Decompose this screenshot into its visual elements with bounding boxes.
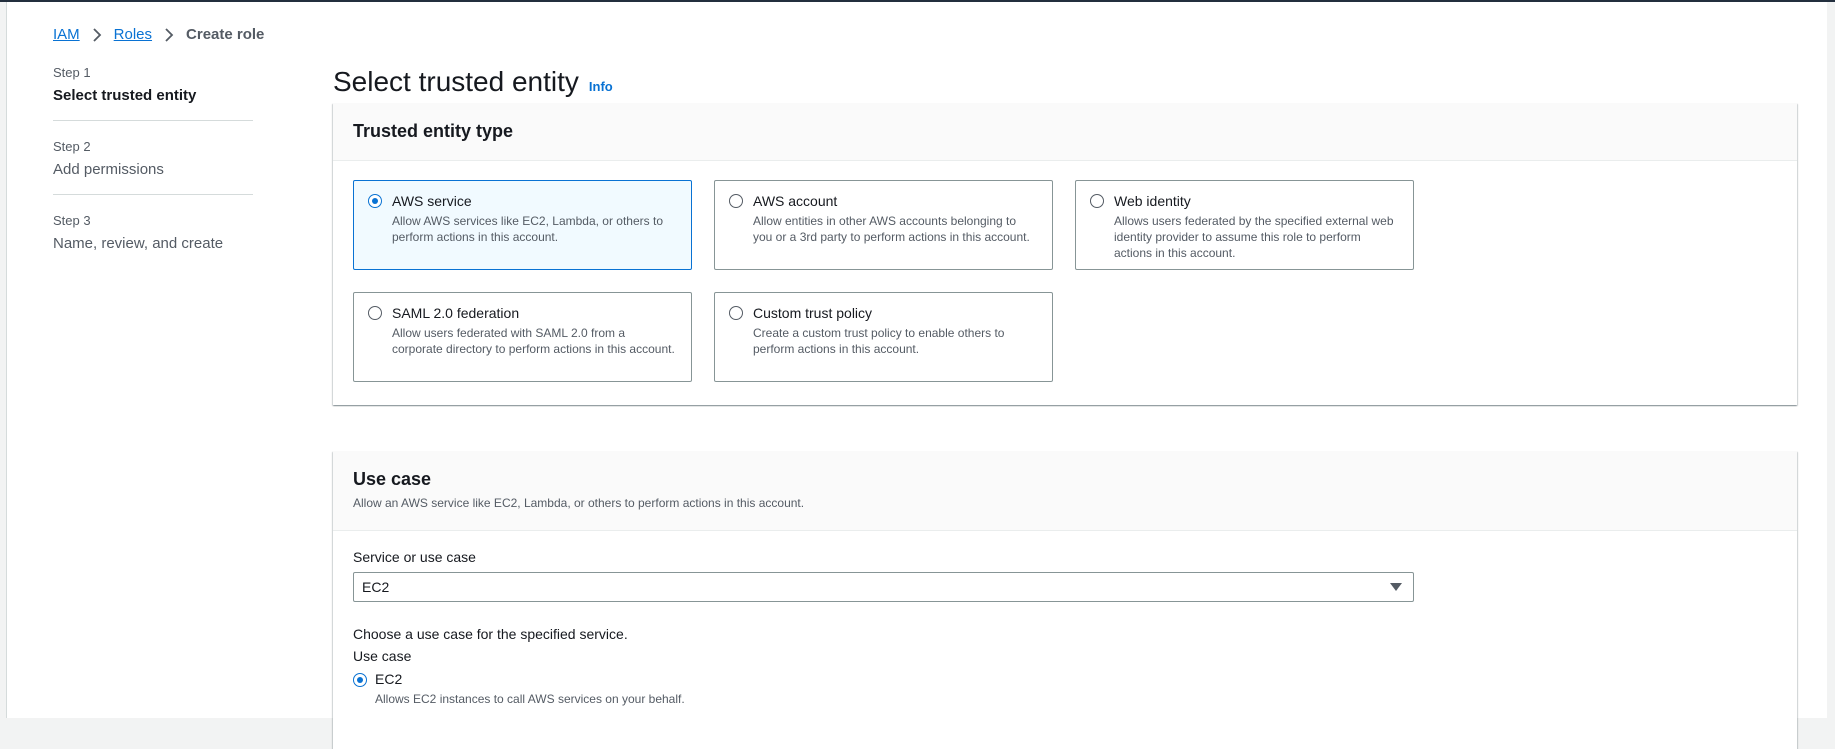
tile-title: SAML 2.0 federation bbox=[392, 305, 520, 321]
step-number: Step 2 bbox=[53, 139, 91, 154]
trusted-entity-header bbox=[333, 103, 1797, 161]
trusted-entity-tiles bbox=[333, 161, 1797, 405]
page-title-row bbox=[333, 66, 613, 98]
tile-description: Create a custom trust policy to enable others to perform actions in this account. bbox=[753, 326, 1005, 356]
page-frame bbox=[6, 2, 1829, 718]
tile-description: Allow entities in other AWS accounts belonging to you or a 3rd party to perform actions in this account. bbox=[753, 214, 1030, 244]
caret-down-icon bbox=[1390, 583, 1402, 591]
choose-use-case-text: Choose a use case for the specified service. bbox=[353, 626, 628, 642]
radio-selected-icon[interactable] bbox=[368, 194, 382, 208]
radio-icon[interactable] bbox=[1090, 194, 1104, 208]
use-case-option-description: Allows EC2 instances to call AWS services on your behalf. bbox=[375, 692, 685, 706]
info-link[interactable]: Info bbox=[588, 79, 613, 94]
step-number: Step 1 bbox=[53, 65, 91, 80]
service-select-value: EC2 bbox=[362, 579, 390, 595]
use-case-option-ec2[interactable] bbox=[353, 671, 1777, 706]
service-label: Service or use case bbox=[353, 549, 476, 565]
tile-aws-service[interactable] bbox=[353, 180, 692, 270]
tile-title: AWS account bbox=[753, 193, 838, 209]
trusted-entity-container bbox=[333, 103, 1797, 405]
breadcrumb-current: Create role bbox=[186, 26, 265, 43]
step-title: Name, review, and create bbox=[53, 235, 224, 252]
tile-aws-account[interactable] bbox=[714, 180, 1053, 270]
tile-description: Allow AWS services like EC2, Lambda, or others to perform actions in this account. bbox=[392, 214, 663, 244]
scrollbar-track[interactable] bbox=[1827, 2, 1835, 718]
breadcrumb-roles-link[interactable]: Roles bbox=[113, 26, 153, 43]
step-3 bbox=[53, 213, 253, 268]
tile-title: AWS service bbox=[392, 193, 472, 209]
radio-icon[interactable] bbox=[729, 194, 743, 208]
use-case-container bbox=[333, 451, 1797, 749]
tile-custom-trust-policy[interactable] bbox=[714, 292, 1053, 382]
tile-web-identity[interactable] bbox=[1075, 180, 1414, 270]
use-case-label: Use case bbox=[353, 648, 412, 664]
service-select[interactable] bbox=[353, 572, 1414, 602]
tile-description: Allow users federated with SAML 2.0 from a corporate directory to perform actions in this account. bbox=[392, 326, 675, 356]
use-case-option-title: EC2 bbox=[375, 671, 403, 687]
radio-selected-icon[interactable] bbox=[353, 673, 367, 687]
tile-saml-federation[interactable] bbox=[353, 292, 692, 382]
radio-icon[interactable] bbox=[368, 306, 382, 320]
use-case-body bbox=[333, 531, 1797, 749]
breadcrumb bbox=[53, 26, 264, 43]
trusted-entity-heading: Trusted entity type bbox=[353, 121, 514, 141]
step-number: Step 3 bbox=[53, 213, 91, 228]
chevron-right-icon bbox=[92, 28, 102, 42]
radio-icon[interactable] bbox=[729, 306, 743, 320]
use-case-heading: Use case bbox=[353, 469, 432, 489]
tile-description: Allows users federated by the specified external web identity provider to assume this role to perform actions in this account. bbox=[1114, 214, 1394, 260]
use-case-description: Allow an AWS service like EC2, Lambda, or others to perform actions in this account. bbox=[353, 496, 805, 510]
step-title: Select trusted entity bbox=[53, 87, 197, 104]
page-title: Select trusted entity bbox=[333, 66, 579, 97]
tile-title: Custom trust policy bbox=[753, 305, 873, 321]
chevron-right-icon bbox=[164, 28, 174, 42]
use-case-header bbox=[333, 451, 1797, 531]
breadcrumb-iam-link[interactable]: IAM bbox=[53, 26, 80, 43]
step-2 bbox=[53, 139, 253, 195]
tile-title: Web identity bbox=[1114, 193, 1191, 209]
step-title: Add permissions bbox=[53, 161, 164, 178]
step-1 bbox=[53, 65, 253, 121]
wizard-steps bbox=[53, 65, 253, 286]
